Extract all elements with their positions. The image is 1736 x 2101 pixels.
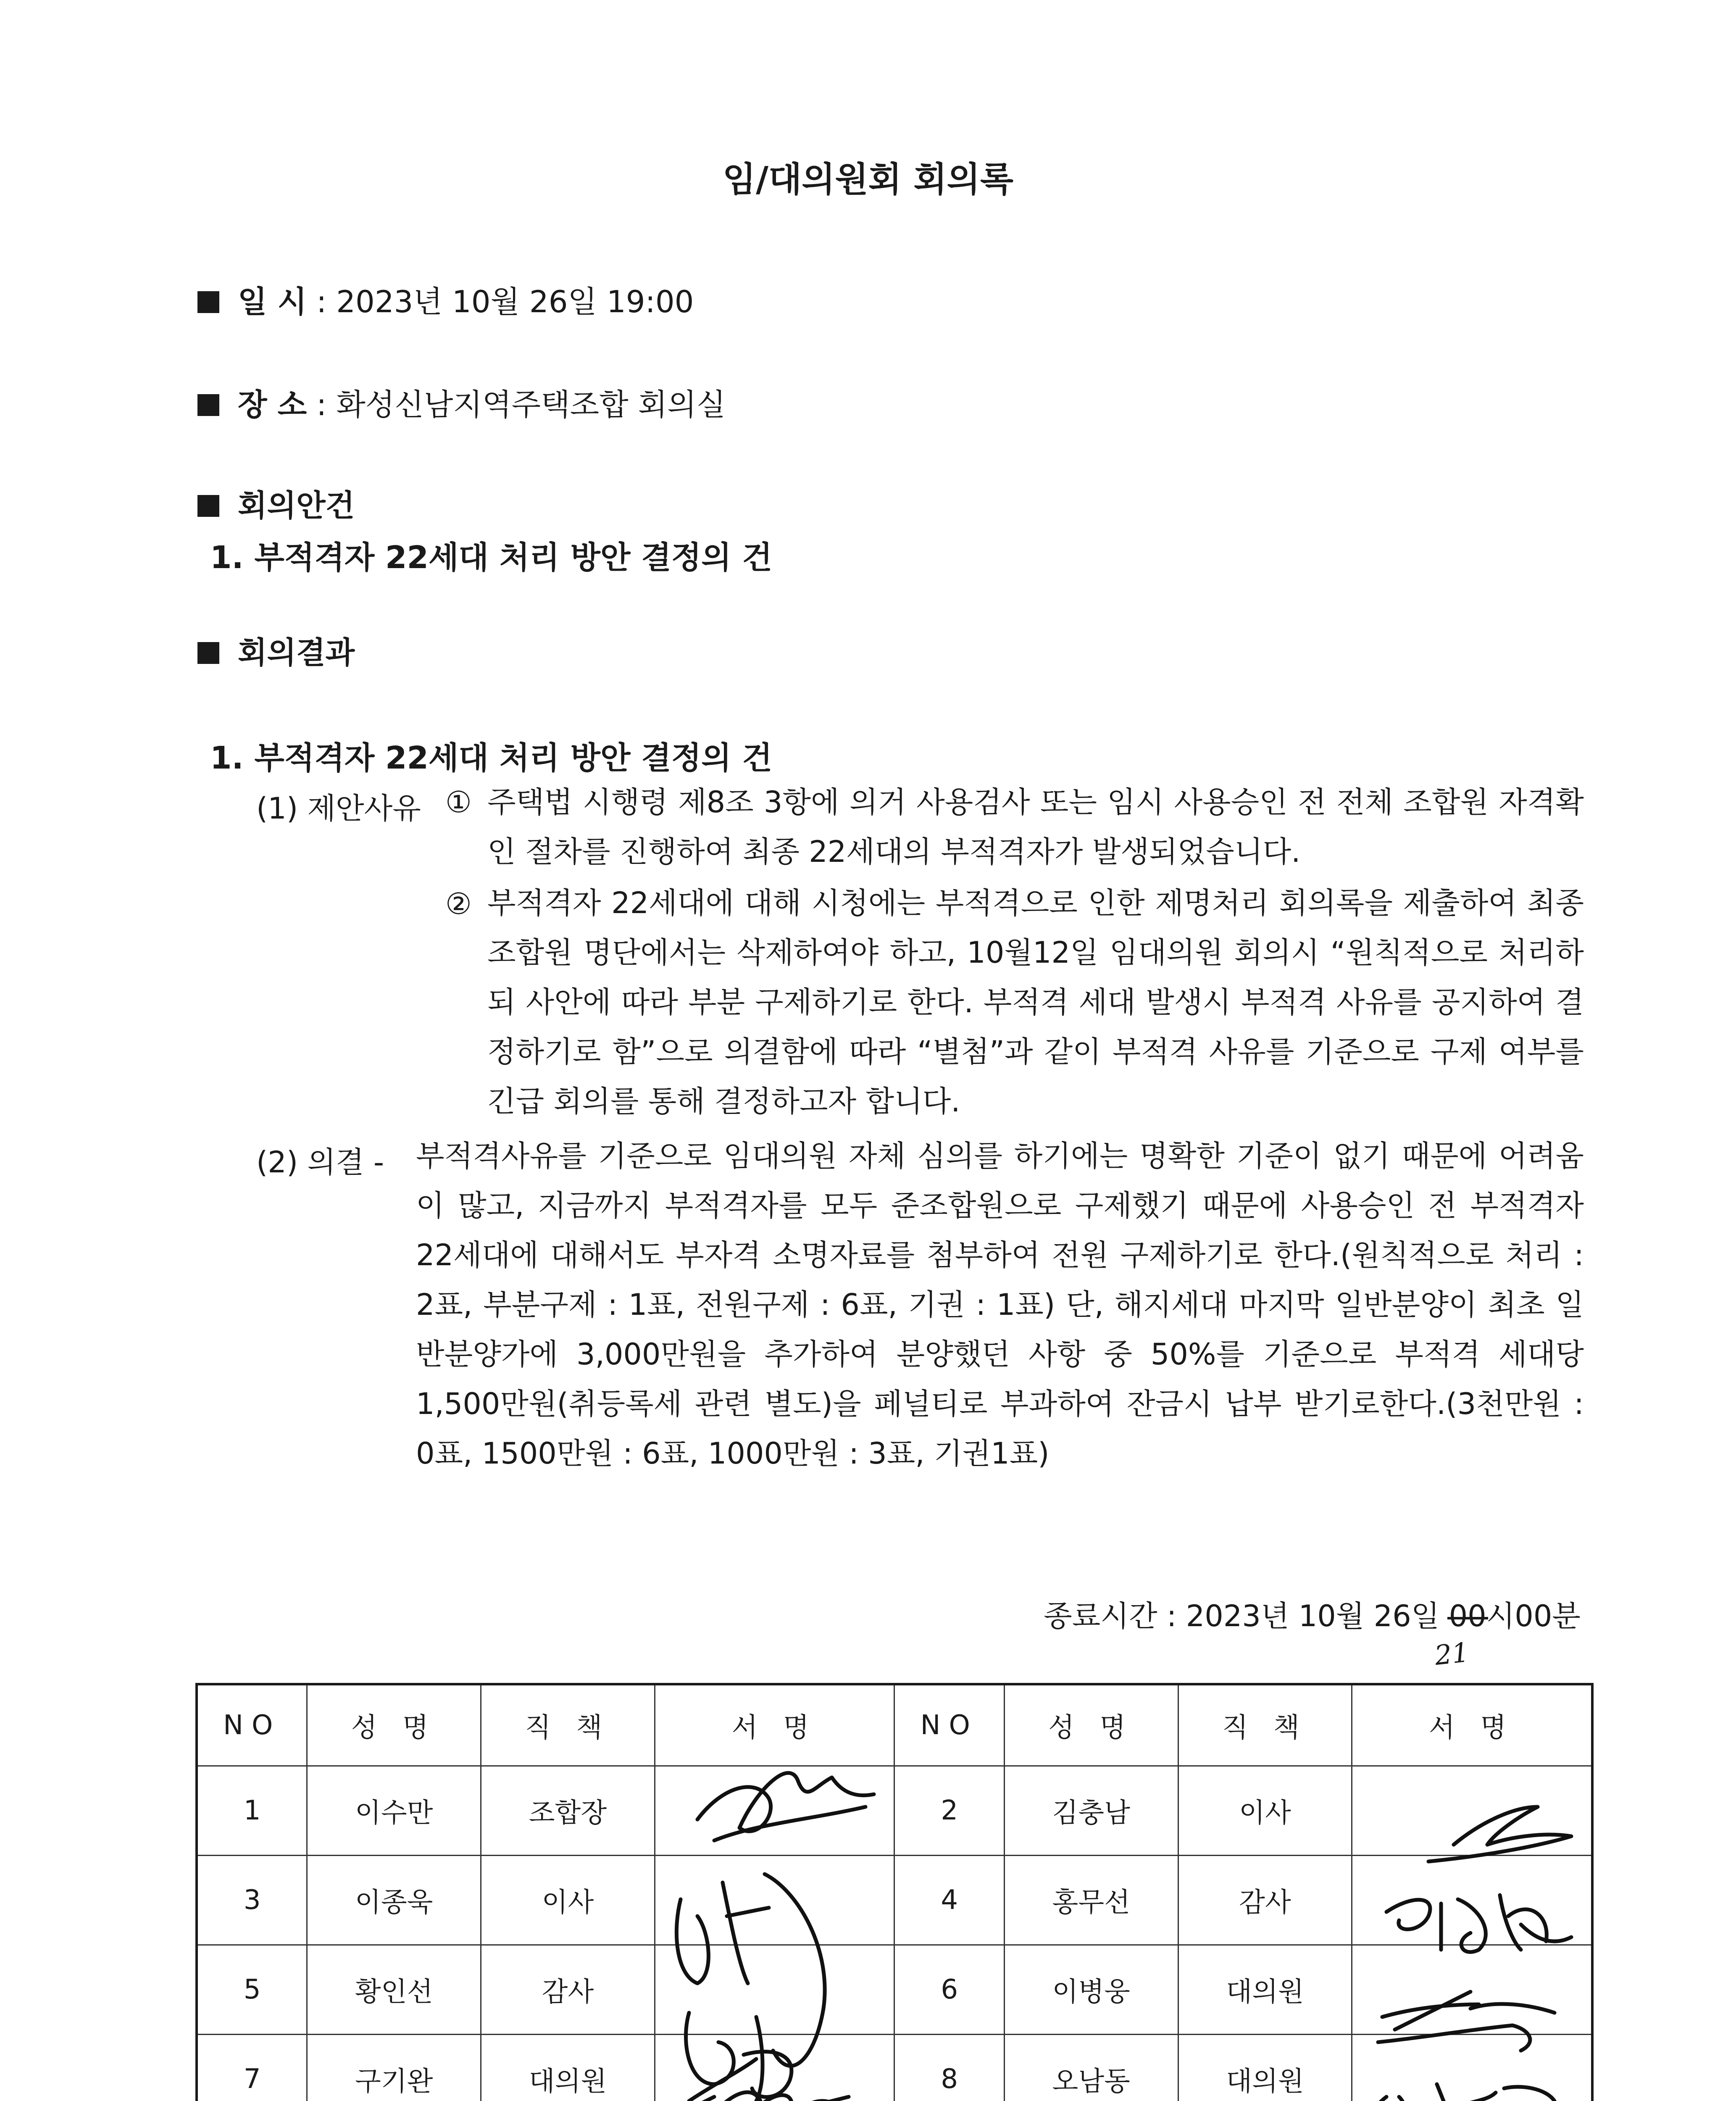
signature-mark <box>1372 2084 1601 2101</box>
cell-name: 구기완 <box>307 2035 481 2101</box>
cell-role: 대의원 <box>1178 1945 1352 2035</box>
place-value: : 화성신남지역주택조합 회의실 <box>316 387 726 422</box>
cell-name: 이수만 <box>307 1766 481 1856</box>
cell-no: 6 <box>894 1945 1004 2035</box>
reason1-text: 주택법 시행령 제8조 3항에 의거 사용검사 또는 임시 사용승인 전 전체 조합원 자격확인 절차를 진행하여 최종 22세대의 부적격자가 발생되었습니다. <box>487 785 1584 869</box>
col-header-role: 직 책 <box>481 1684 655 1766</box>
reason-prefix: (1) 제안사유 <box>256 791 421 826</box>
signature-mark <box>1428 1807 1571 1861</box>
resolution-prefix: (2) 의결 - <box>256 1145 384 1180</box>
resolution-text: 부적격사유를 기준으로 임대의원 자체 심의를 하기에는 명확한 기준이 없기 때문에 어려움이 많고, 지금까지 부적격자를 모두 준조합원으로 구제했기 때문에 사용승인 전 부적격자 22세대에 대해서도 부자격 소명자료를 첨부하여 전원 구제하기로 한다.(원칙적으로 처리 : 2표, 부분구제 : 1표, 전원구제 : 6표, 기권 : 1표) 단, 해지세대 마지막 일반분양이 최초 일반분양가에 3,000만원을 추가하여 분양했던 사항 중 50%를 기준으로 부적격 세대당 1,500만원(취등록세 관련 별도)을 페널티로 부과하여 잔금시 납부 받기로한다.(3천만원 : 0표, 1500만원 : 6표, 1000만원 : 3표, 기권1표) <box>416 1139 1584 1471</box>
col-header-name: 성 명 <box>1004 1684 1178 1766</box>
date-value: : 2023년 10월 26일 19:00 <box>316 284 694 319</box>
signature-mark <box>1378 1992 1555 2051</box>
cell-name: 오남동 <box>1004 2035 1178 2101</box>
col-header-no: NO <box>894 1684 1004 1766</box>
col-header-sign: 서 명 <box>655 1684 894 1766</box>
place-label: 장 소 <box>238 387 307 422</box>
cell-role: 이사 <box>481 1856 655 1945</box>
cell-role: 이사 <box>1178 1766 1352 1856</box>
cell-no: 2 <box>894 1766 1004 1856</box>
results-item-title: 1. 부적격자 22세대 처리 방안 결정의 건 <box>210 740 772 776</box>
handwritten-correction: 21 <box>1433 1637 1471 1672</box>
cell-no: 3 <box>197 1856 307 1945</box>
signature-mark <box>697 2092 849 2101</box>
cell-name: 황인선 <box>307 1945 481 2035</box>
signature-mark <box>676 1874 825 2066</box>
reason2-marker: ② <box>445 887 472 921</box>
cell-role: 감사 <box>481 1945 655 2035</box>
results-heading: 회의결과 <box>197 628 355 672</box>
col-header-role: 직 책 <box>1178 1684 1352 1766</box>
cell-name: 이병웅 <box>1004 1945 1178 2035</box>
col-header-sign: 서 명 <box>1352 1684 1592 1766</box>
date-label: 일 시 <box>238 284 307 319</box>
agenda-item: 1. 부적격자 22세대 처리 방안 결정의 건 <box>210 540 772 576</box>
struck-hour: 00 <box>1449 1599 1486 1633</box>
cell-role: 대의원 <box>1178 2035 1352 2101</box>
agenda-heading: 회의안건 <box>197 481 355 525</box>
cell-role: 대의원 <box>481 2035 655 2101</box>
cell-name: 이종욱 <box>307 1856 481 1945</box>
cell-name: 홍무선 <box>1004 1856 1178 1945</box>
cell-no: 1 <box>197 1766 307 1856</box>
cell-role: 감사 <box>1178 1856 1352 1945</box>
end-time: 종료시간 : 2023년 10월 26일 00시00분 <box>1044 1599 1581 1633</box>
cell-role: 조합장 <box>481 1766 655 1856</box>
col-header-no: NO <box>197 1684 307 1766</box>
cell-name: 김충남 <box>1004 1766 1178 1856</box>
signature-mark <box>1386 1895 1571 1952</box>
reason1-marker: ① <box>445 785 472 819</box>
cell-no: 7 <box>197 2035 307 2101</box>
cell-no: 4 <box>894 1856 1004 1945</box>
signature-mark <box>714 1807 865 1840</box>
page-title: 임/대의원회 회의록 <box>722 160 1014 200</box>
reason2-text: 부적격자 22세대에 대해 시청에는 부적격으로 인한 제명처리 회의록을 제출하여 최종 조합원 명단에서는 삭제하여야 하고, 10월12일 임대의원 회의시 “원칙적으로 처리하되 사안에 따라 부분 구제하기로 한다. 부적격 세대 발생시 부적격 사유를 공지하여 결정하기로 함”으로 의결함에 따라 “별첨”과 같이 부적격 사유를 기준으로 구제 여부를 긴급 회의를 통해 결정하고자 합니다. <box>487 886 1584 1119</box>
cell-no: 5 <box>197 1945 307 2035</box>
cell-no: 8 <box>894 2035 1004 2101</box>
col-header-name: 성 명 <box>307 1684 481 1766</box>
